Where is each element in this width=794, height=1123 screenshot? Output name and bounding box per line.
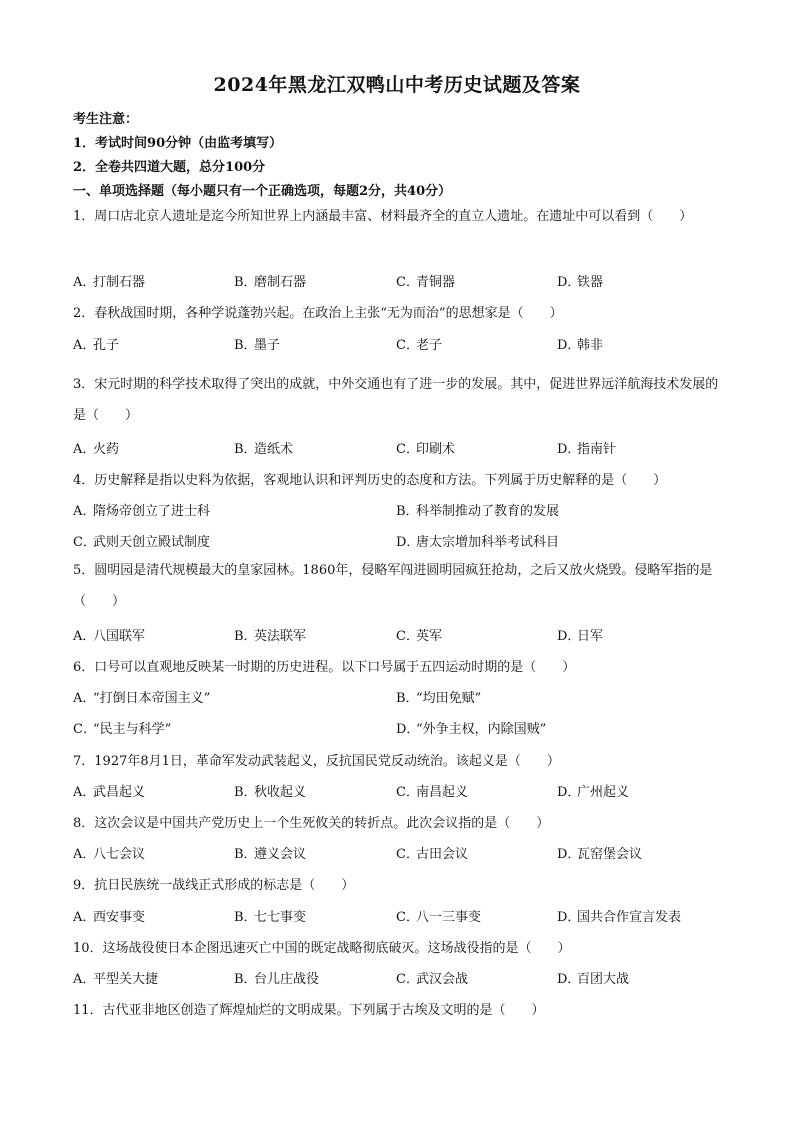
- option-b[interactable]: B．“均田免赋”: [396, 691, 482, 706]
- question-stem: 3．宋元时期的科学技术取得了突出的成就，中外交通也有了进一步的发展。其中，促进世界远洋航海技术发展的是（ ）: [73, 377, 719, 423]
- notice-item: 1．考试时间90分钟（由监考填写）: [73, 136, 283, 151]
- option-d[interactable]: D．百团大战: [557, 972, 630, 987]
- option-b[interactable]: B．墨子: [234, 338, 281, 353]
- option-d[interactable]: D．广州起义: [557, 785, 630, 800]
- option-d[interactable]: D．“外争主权，内除国贼”: [396, 722, 547, 737]
- option-b[interactable]: B．造纸术: [234, 442, 294, 457]
- option-c[interactable]: C．印刷术: [396, 442, 456, 457]
- option-c[interactable]: C．八一三事变: [396, 910, 482, 925]
- option-d[interactable]: D．国共合作宣言发表: [557, 910, 682, 925]
- question-stem: 4．历史解释是指以史料为依据，客观地认识和评判历史的态度和方法。下列属于历史解释的是（ ）: [73, 473, 667, 488]
- option-a[interactable]: A．平型关大捷: [73, 972, 159, 987]
- option-a[interactable]: A．西安事变: [73, 910, 146, 925]
- question-stem: 10．这场战役使日本企图迅速灭亡中国的既定战略彻底破灭。这场战役指的是（ ）: [73, 941, 571, 956]
- option-b[interactable]: B．台儿庄战役: [234, 972, 320, 987]
- option-c[interactable]: C．英军: [396, 629, 443, 644]
- option-c[interactable]: C．武汉会战: [396, 972, 469, 987]
- option-c[interactable]: C．武则天创立殿试制度: [73, 535, 211, 550]
- option-c[interactable]: C．南昌起义: [396, 785, 469, 800]
- option-b[interactable]: B．七七事变: [234, 910, 307, 925]
- option-b[interactable]: B．秋收起义: [234, 785, 307, 800]
- question-stem: 6．口号可以直观地反映某一时期的历史进程。以下口号属于五四运动时期的是（ ）: [73, 660, 576, 675]
- option-a[interactable]: A．八七会议: [73, 847, 146, 862]
- question-stem: 2．春秋战国时期，各种学说蓬勃兴起。在政治上主张“无为而治”的思想家是（ ）: [73, 306, 563, 321]
- question-stem: 7．1927年8月1日，革命军发动武装起义，反抗国民党反动统治。该起义是（ ）: [73, 754, 560, 769]
- option-a[interactable]: A．隋炀帝创立了进士科: [73, 504, 211, 519]
- option-c[interactable]: C．古田会议: [396, 847, 469, 862]
- option-d[interactable]: D．唐太宗增加科举考试科目: [396, 535, 560, 550]
- section-heading: 一、单项选择题（每小题只有一个正确选项，每题2分，共40分）: [73, 184, 452, 199]
- question-stem: 11．古代亚非地区创造了辉煌灿烂的文明成果。下列属于古埃及文明的是（ ）: [73, 1003, 545, 1018]
- option-c[interactable]: C．青铜器: [396, 275, 456, 290]
- question-stem: 5．圆明园是清代规模最大的皇家园林。1860年，侵略军闯进圆明园疯狂抢劫，之后又放火烧毁。侵略军指的是（ ）: [73, 563, 713, 609]
- option-c[interactable]: C．老子: [396, 338, 443, 353]
- option-a[interactable]: A．“打倒日本帝国主义”: [73, 691, 211, 706]
- question-stem: 9．抗日民族统一战线正式形成的标志是（ ）: [73, 878, 355, 893]
- option-b[interactable]: B．英法联军: [234, 629, 307, 644]
- notice-heading: 考生注意：: [73, 112, 139, 127]
- option-d[interactable]: D．铁器: [557, 275, 604, 290]
- option-a[interactable]: A．打制石器: [73, 275, 146, 290]
- option-b[interactable]: B．遵义会议: [234, 847, 307, 862]
- page-title: 2024年黑龙江双鸭山中考历史试题及答案: [213, 74, 581, 96]
- option-a[interactable]: A．孔子: [73, 338, 120, 353]
- option-a[interactable]: A．火药: [73, 442, 120, 457]
- option-d[interactable]: D．韩非: [557, 338, 604, 353]
- option-b[interactable]: B．科举制推动了教育的发展: [396, 504, 560, 519]
- notice-item: 2．全卷共四道大题，总分100分: [73, 160, 266, 175]
- question-stem: 8．这次会议是中国共产党历史上一个生死攸关的转折点。此次会议指的是（ ）: [73, 816, 550, 831]
- option-a[interactable]: A．武昌起义: [73, 785, 146, 800]
- option-c[interactable]: C．“民主与科学”: [73, 722, 172, 737]
- option-d[interactable]: D．指南针: [557, 442, 617, 457]
- option-b[interactable]: B．磨制石器: [234, 275, 307, 290]
- question-stem: 1．周口店北京人遗址是迄今所知世界上内涵最丰富、材料最齐全的直立人遗址。在遗址中可以看到（ ）: [73, 209, 693, 224]
- option-a[interactable]: A．八国联军: [73, 629, 146, 644]
- option-d[interactable]: D．瓦窑堡会议: [557, 847, 643, 862]
- option-d[interactable]: D．日军: [557, 629, 604, 644]
